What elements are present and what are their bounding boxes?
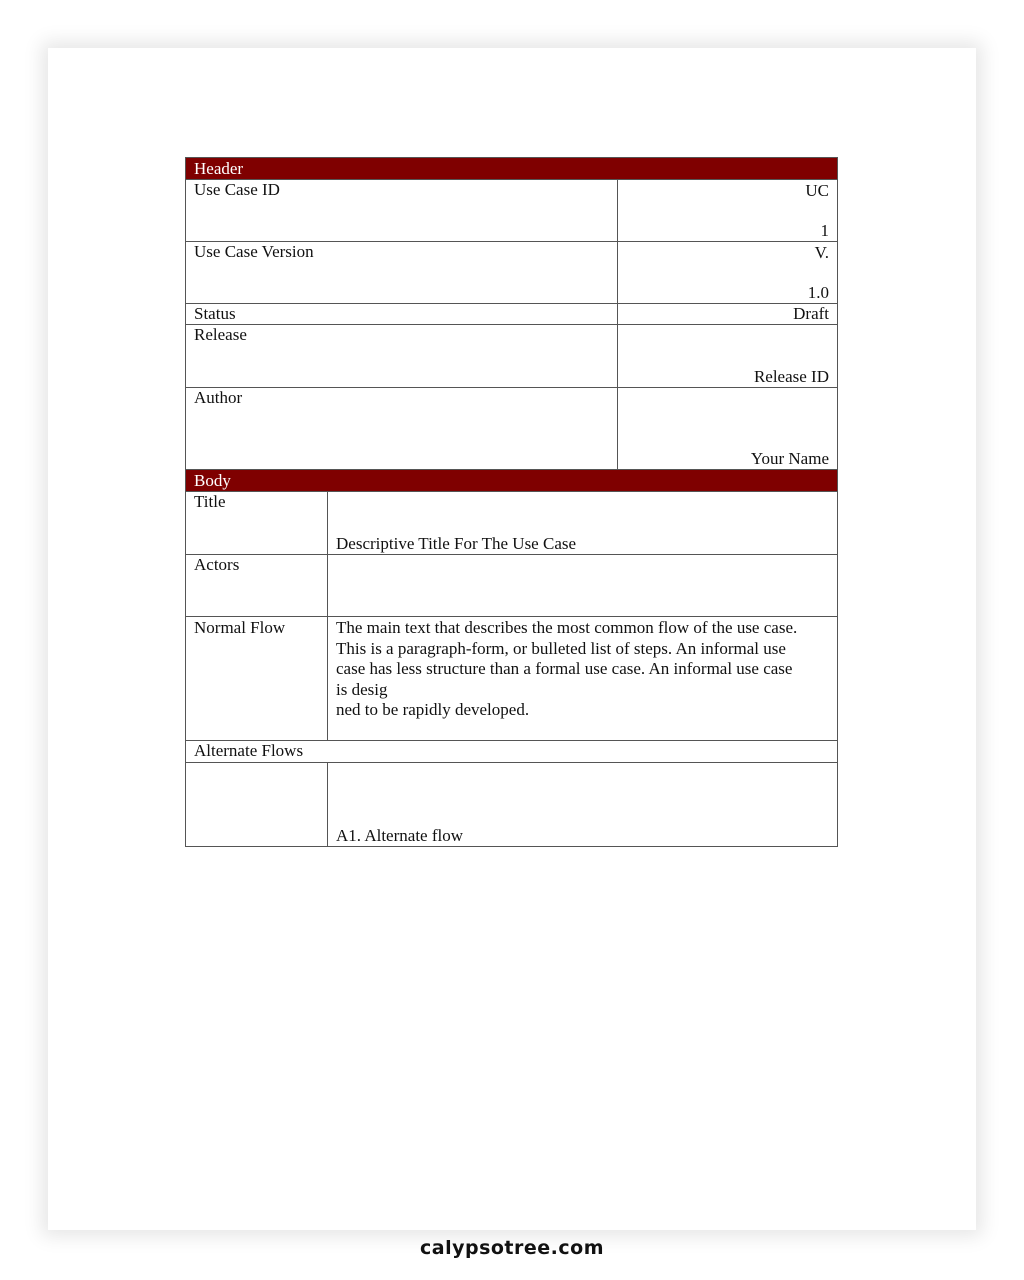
title-value-text: Descriptive Title For The Use Case bbox=[336, 534, 577, 553]
alternate-flows-label: Alternate Flows bbox=[194, 741, 304, 760]
site-watermark: calypsotree.com bbox=[419, 1237, 604, 1259]
status-value: Draft bbox=[793, 304, 829, 323]
normal-flow-value: The main text that describes the most common flow of the use case. This is a paragraph-form, or bulleted list of steps. An informal use case has less structure than a formal use case. An informal use case is desig ned to be rapidly developed. bbox=[336, 618, 798, 719]
title-value bbox=[328, 492, 837, 554]
use-case-version-value-line2: 1.0 bbox=[807, 283, 829, 302]
use-case-version-label: Use Case Version bbox=[186, 242, 618, 303]
normal-flow-row bbox=[186, 617, 837, 741]
release-value bbox=[618, 325, 837, 387]
author-value bbox=[618, 388, 837, 469]
release-value-text: Release ID bbox=[753, 367, 829, 386]
author-value-text: Your Name bbox=[750, 449, 829, 468]
actors-value bbox=[328, 555, 837, 616]
use-case-id-value-line2: 1 bbox=[820, 221, 829, 240]
title-row bbox=[186, 492, 837, 555]
author-row bbox=[186, 388, 837, 470]
document-page bbox=[48, 48, 976, 1230]
release-row bbox=[186, 325, 837, 388]
alternate-flow-value bbox=[328, 763, 837, 846]
normal-flow-label: Normal Flow bbox=[186, 617, 328, 740]
release-label: Release bbox=[186, 325, 618, 387]
use-case-id-value bbox=[618, 180, 837, 241]
alternate-flows-row bbox=[186, 741, 837, 763]
use-case-table bbox=[185, 157, 838, 847]
use-case-version-row bbox=[186, 242, 837, 304]
alternate-flow-value-text: A1. Alternate flow bbox=[336, 826, 463, 845]
header-band: Header bbox=[186, 158, 837, 180]
alternate-flow-spacer bbox=[186, 763, 328, 846]
actors-label: Actors bbox=[186, 555, 328, 616]
use-case-version-value-line1: V. bbox=[814, 243, 829, 262]
author-label: Author bbox=[186, 388, 618, 469]
use-case-id-label: Use Case ID bbox=[186, 180, 618, 241]
use-case-id-row bbox=[186, 180, 837, 242]
use-case-id-value-line1: UC bbox=[805, 181, 829, 200]
status-label: Status bbox=[186, 304, 618, 324]
alternate-flow-row bbox=[186, 763, 837, 846]
title-label: Title bbox=[186, 492, 328, 554]
body-band: Body bbox=[186, 470, 837, 492]
status-row bbox=[186, 304, 837, 325]
use-case-version-value bbox=[618, 242, 837, 303]
actors-row bbox=[186, 555, 837, 617]
